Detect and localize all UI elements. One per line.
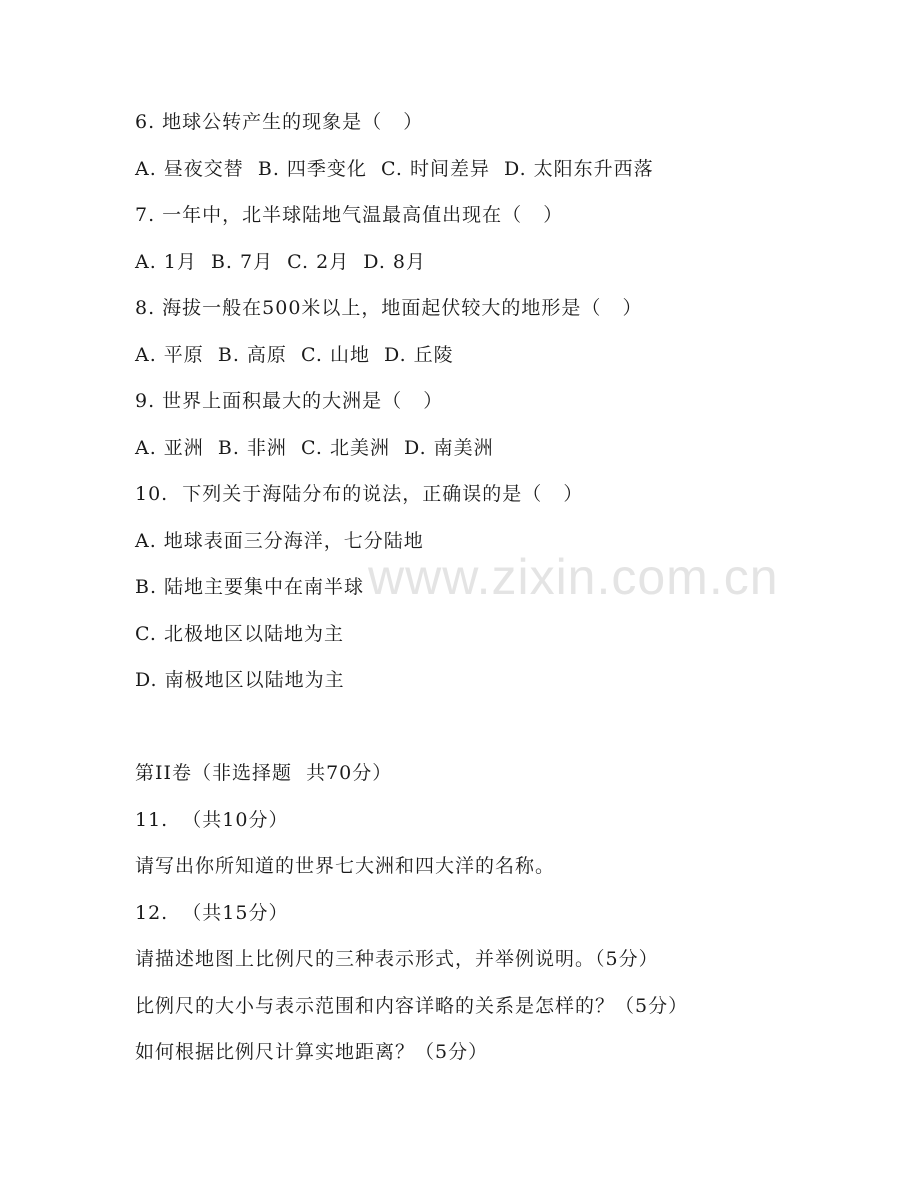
part-2-heading: 第II卷（非选择题 共70分） <box>135 762 393 784</box>
question-6-stem: 6. 地球公转产生的现象是（ ） <box>135 111 424 133</box>
question-10-option-c: C. 北极地区以陆地为主 <box>135 623 344 645</box>
question-10-stem: 10. 下列关于海陆分布的说法，正确误的是（ ） <box>135 483 584 505</box>
question-9-options: A. 亚洲 B. 非洲 C. 北美洲 D. 南美洲 <box>135 437 494 459</box>
question-12-prompt-1: 请描述地图上比例尺的三种表示形式，并举例说明。（5分） <box>135 948 659 970</box>
question-10-option-d: D. 南极地区以陆地为主 <box>135 669 345 691</box>
question-12-prompt-2: 比例尺的大小与表示范围和内容详略的关系是怎样的？（5分） <box>135 995 689 1017</box>
question-8-stem: 8. 海拔一般在500米以上，地面起伏较大的地形是（ ） <box>135 297 643 319</box>
question-7-stem: 7. 一年中，北半球陆地气温最高值出现在（ ） <box>135 204 564 226</box>
question-11-prompt: 请写出你所知道的世界七大洲和四大洋的名称。 <box>135 855 556 877</box>
question-11-header: 11. （共10分） <box>135 809 289 831</box>
question-10-option-b: B. 陆地主要集中在南半球 <box>135 576 365 598</box>
question-12-header: 12. （共15分） <box>135 902 289 924</box>
question-12-prompt-3: 如何根据比例尺计算实地距离？（5分） <box>135 1041 489 1063</box>
question-6-options: A. 昼夜交替 B. 四季变化 C. 时间差异 D. 太阳东升西落 <box>135 158 654 180</box>
question-9-stem: 9. 世界上面积最大的大洲是（ ） <box>135 390 444 412</box>
question-7-options: A. 1月 B. 7月 C. 2月 D. 8月 <box>135 251 427 273</box>
question-8-options: A. 平原 B. 高原 C. 山地 D. 丘陵 <box>135 344 454 366</box>
question-10-option-a: A. 地球表面三分海洋，七分陆地 <box>135 530 424 552</box>
watermark: www.zixin.com.cn <box>368 549 779 605</box>
